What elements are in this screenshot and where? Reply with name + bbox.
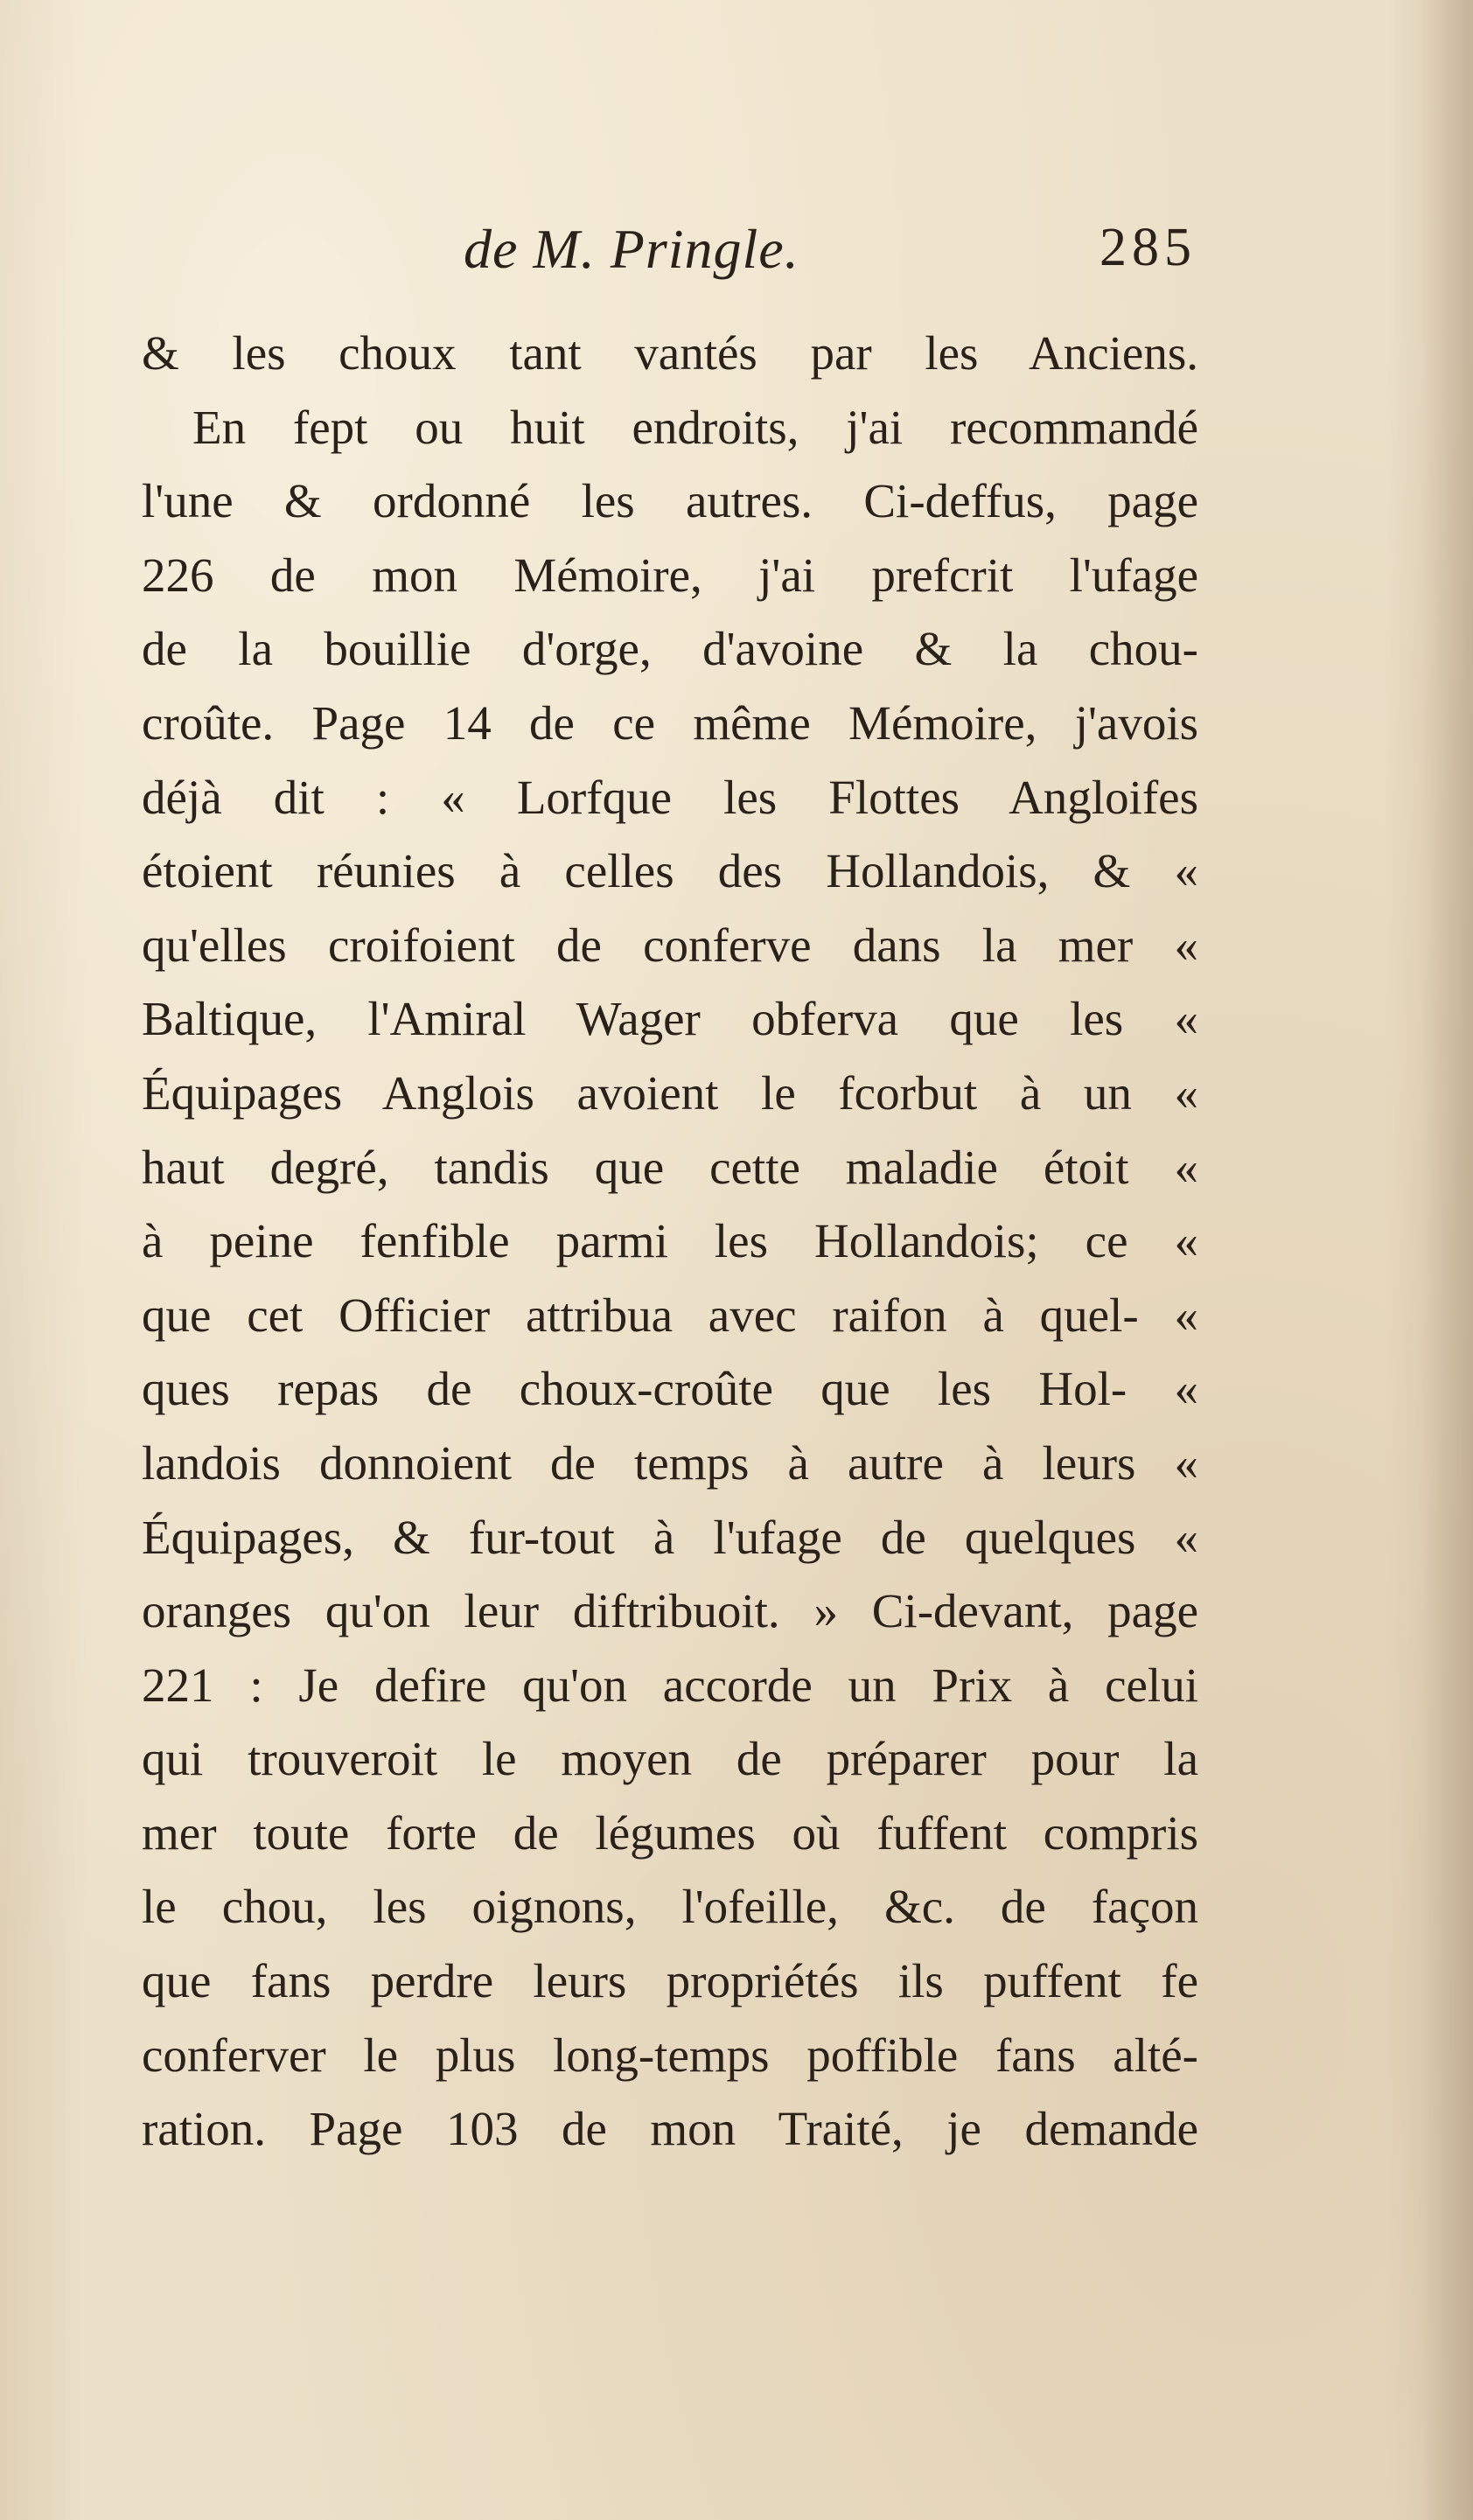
text-line: conferver le plus long-temps poffible fans alté-: [142, 2028, 1198, 2082]
body-text: [142, 317, 1198, 2167]
page-number: 285: [1100, 218, 1197, 277]
text-line: Baltique, l'Amiral Wager obferva que les «: [142, 992, 1198, 1046]
text-line: que fans perdre leurs propriétés ils puffent fe: [142, 1954, 1198, 2008]
text-line: croûte. Page 14 de ce même Mémoire, j'avois: [142, 695, 1198, 750]
text-line: que cet Officier attribua avec raifon à quel- «: [142, 1288, 1198, 1342]
text-line: haut degré, tandis que cette maladie étoit «: [142, 1140, 1198, 1194]
text-line: à peine fenfible parmi les Hollandois; ce «: [142, 1214, 1198, 1268]
text-line: mer toute forte de légumes où fuffent compris: [142, 1805, 1198, 1860]
page-edge-shadow: [1421, 0, 1473, 2520]
text-line: étoient réunies à celles des Hollandois, & «: [142, 844, 1198, 898]
text-line: qu'elles croifoient de conferve dans la mer «: [142, 918, 1198, 972]
text-line: ques repas de choux-croûte que les Hol- «: [142, 1362, 1198, 1416]
text-line: & les choux tant vantés par les Anciens.: [142, 326, 1198, 380]
text-line: 226 de mon Mémoire, j'ai prefcrit l'ufage: [142, 548, 1198, 602]
text-line: l'une & ordonné les autres. Ci-deffus, page: [142, 474, 1198, 528]
text-line: déjà dit : « Lorfque les Flottes Angloifes: [142, 770, 1198, 824]
text-line: qui trouveroit le moyen de préparer pour la: [142, 1732, 1198, 1786]
text-line: Équipages Anglois avoient le fcorbut à un «: [142, 1065, 1198, 1120]
running-head: de M. Pringle.: [464, 218, 799, 280]
text-line: le chou, les oignons, l'ofeille, &c. de façon: [142, 1880, 1198, 1934]
text-line: Équipages, & fur-tout à l'ufage de quelques «: [142, 1510, 1198, 1564]
text-line: oranges qu'on leur diftribuoit. » Ci-devant, page: [142, 1584, 1198, 1638]
page-header: [140, 217, 1197, 296]
text-line: ration. Page 103 de mon Traité, je demande: [142, 2102, 1198, 2156]
text-line: landois donnoient de temps à autre à leurs «: [142, 1435, 1198, 1490]
text-line: de la bouillie d'orge, d'avoine & la chou-: [142, 622, 1198, 676]
text-line: 221 : Je defire qu'on accorde un Prix à celui: [142, 1658, 1198, 1712]
text-line: En fept ou huit endroits, j'ai recommandé: [192, 400, 1198, 454]
